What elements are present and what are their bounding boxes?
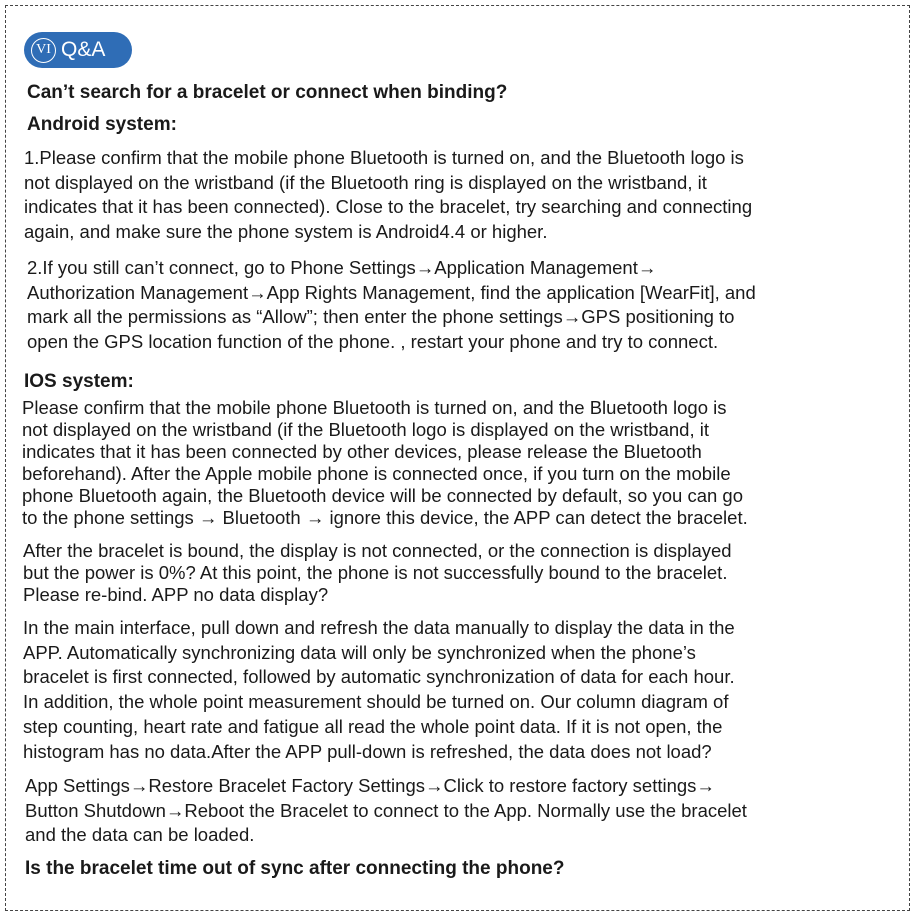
ios-paragraph xyxy=(22,397,748,529)
main-interface-paragraph xyxy=(23,616,735,764)
ios-heading: IOS system: xyxy=(24,371,134,392)
text-line: phone Bluetooth again, the Bluetooth device will be connected by default, so you can go xyxy=(22,485,743,506)
text-line: indicates that it has been connected). Close to the bracelet, try searching and connecting xyxy=(24,196,753,218)
android-paragraph-1 xyxy=(24,146,752,245)
text-line: APP. Automatically synchronizing data will only be synchronized when the phone’s xyxy=(23,641,696,663)
section-badge xyxy=(24,32,132,68)
text-line: but the power is 0%? At this point, the phone is not successfully bound to the bracelet. xyxy=(23,562,728,583)
text-line: 2.If you still can’t connect, go to Phone Settings→Application Management→ xyxy=(27,257,657,278)
android-paragraph-2 xyxy=(27,256,756,355)
text-line: not displayed on the wristband (if the Bluetooth ring is displayed on the wristband, it xyxy=(24,171,707,193)
text-line: beforehand). After the Apple mobile phone is connected once, if you turn on the mobile xyxy=(22,463,731,484)
text-line: 1.Please confirm that the mobile phone Bluetooth is turned on, and the Bluetooth logo is xyxy=(24,147,744,168)
question-bind-search: Can’t search for a bracelet or connect when binding? xyxy=(27,82,508,103)
text-line: and the data can be loaded. xyxy=(25,824,255,846)
text-line: step counting, heart rate and fatigue all read the whole point data. If it is not open, the xyxy=(23,715,723,737)
android-heading: Android system: xyxy=(27,114,177,135)
section-title: Q&A xyxy=(61,38,106,61)
text-line: histogram has no data.After the APP pull-down is refreshed, the data does not load? xyxy=(23,740,712,762)
settings-paragraph xyxy=(25,774,747,848)
bound-paragraph xyxy=(23,540,732,606)
text-line: Authorization Management→App Rights Management, find the application [WearFit], and xyxy=(27,281,756,303)
text-line: In addition, the whole point measurement should be turned on. Our column diagram of xyxy=(23,691,729,713)
text-line: not displayed on the wristband (if the Bluetooth logo is displayed on the wristband, it xyxy=(22,419,709,440)
text-line: Please re-bind. APP no data display? xyxy=(23,584,329,605)
question-time-sync: Is the bracelet time out of sync after connecting the phone? xyxy=(25,858,565,879)
section-number: VI xyxy=(31,38,56,63)
text-line: mark all the permissions as “Allow”; then enter the phone settings→GPS positioning to xyxy=(27,306,735,328)
text-line: open the GPS location function of the phone. , restart your phone and try to connect. xyxy=(27,331,719,353)
text-line: to the phone settings → Bluetooth → ignore this device, the APP can detect the bracelet. xyxy=(22,507,748,528)
text-line: bracelet is first connected, followed by automatic synchronization of data for each hour. xyxy=(23,666,735,688)
text-line: again, and make sure the phone system is Android4.4 or higher. xyxy=(24,221,548,243)
text-line: After the bracelet is bound, the display is not connected, or the connection is displayed xyxy=(23,540,732,561)
text-line: indicates that it has been connected by other devices, please release the Bluetooth xyxy=(22,441,702,462)
text-line: Please confirm that the mobile phone Bluetooth is turned on, and the Bluetooth logo is xyxy=(22,397,727,418)
text-line: Button Shutdown→Reboot the Bracelet to connect to the App. Normally use the bracelet xyxy=(25,799,747,821)
text-line: App Settings→Restore Bracelet Factory Settings→Click to restore factory settings→ xyxy=(25,775,715,796)
text-line: In the main interface, pull down and refresh the data manually to display the data in the xyxy=(23,617,735,638)
